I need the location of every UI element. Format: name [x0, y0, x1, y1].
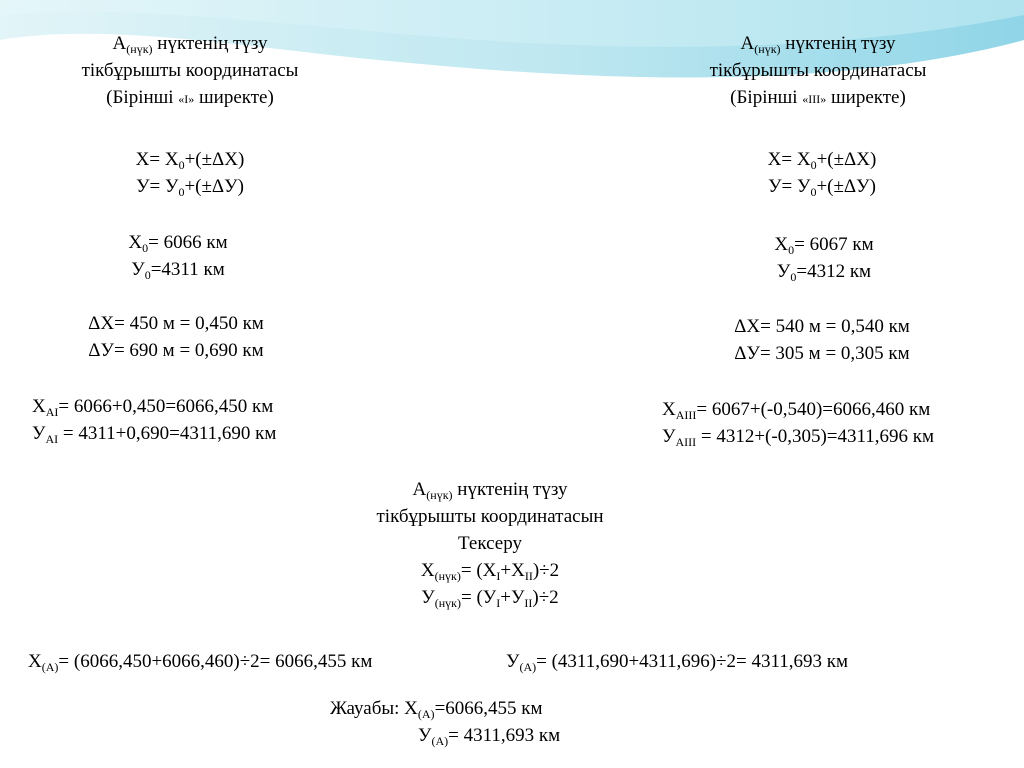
left-deltas [26, 310, 326, 364]
check-title-line3: Тексеру [458, 533, 522, 554]
left-title-line3: (Бірінші «І» ширекте) [106, 87, 274, 108]
right-dy: ΔУ= 305 м = 0,305 км [734, 343, 910, 364]
right-column [668, 30, 968, 113]
left-dy: ΔУ= 690 м = 0,690 км [88, 340, 264, 361]
left-x0: $Х_0= 6066$ км [128, 232, 228, 255]
left-column [40, 30, 340, 113]
right-title-line3: (Бірінші «ІІІ» ширекте) [730, 87, 906, 108]
left-y0: $У_0=4311$ км [131, 259, 225, 282]
right-ya: $У_{АІІІ} = 4312+(-0,305)=4311,696$ км [662, 426, 935, 449]
left-formulas [40, 146, 340, 200]
check-formula-x: $Х_{(нүк)}= (Х_І+Х_{ІІ})\div 2$ [420, 560, 560, 583]
check-title-line2: тікбұрышты координатасын [376, 506, 604, 527]
left-title-line1: $А_{(нүк)}$ нүктенің түзу [112, 33, 268, 56]
left-xa: $Х_{АІ}= 6066+0,450=6066,450$ км [32, 396, 274, 419]
right-formulas [672, 146, 972, 200]
left-formula-y: $У= У_0+(\pm\Delta У)$ [136, 176, 244, 199]
right-deltas [672, 313, 972, 367]
left-formula-x: $Х= Х_0+(\pm\Delta Х)$ [135, 149, 245, 172]
right-x0: $Х_0= 6067$ км [774, 234, 874, 257]
result-y: $У_{(А)}= (4311,690+4311,696)\div 2= 4311,693$ км [506, 651, 848, 674]
left-title-line2: тікбұрышты координатасы [81, 60, 299, 81]
check-section [320, 476, 660, 611]
left-results [32, 393, 276, 447]
answer-line1: Жауабы: $Х_{(А)}=6066,455$ км [330, 698, 543, 721]
check-title-line1: $А_{(нүк)}$ нүктенің түзу [412, 479, 568, 502]
right-dx: ΔХ= 540 м = 0,540 км [734, 316, 910, 337]
answer-line2: $У_{(А)}= 4311,693$ км [418, 725, 561, 748]
left-dx: ΔХ= 450 м = 0,450 км [88, 313, 264, 334]
right-xa: $Х_{АІІІ}= 6067+(-0,540)=6066,460$ км [662, 399, 931, 422]
right-title-line1: $А_{(нүк)}$ нүктенің түзу [740, 33, 896, 56]
right-formula-x: $Х= Х_0+(\pm\Delta Х)$ [767, 149, 877, 172]
check-formula-y: $У_{(нүк)}= (У_І+У_{ІІ})\div 2$ [421, 587, 559, 610]
right-results [662, 396, 934, 450]
right-y0: $У_0=4312$ км [776, 261, 872, 284]
right-title-line2: тікбұрышты координатасы [709, 60, 927, 81]
right-origin [674, 231, 974, 285]
result-x: $Х_{(А)}= (6066,450+6066,460)\div 2= 6066,455$ км [28, 651, 373, 674]
left-ya: $У_{АІ} = 4311+0,690=4311,690$ км [32, 423, 277, 446]
right-formula-y: $У= У_0+(\pm\Delta У)$ [768, 176, 876, 199]
left-origin [28, 229, 328, 283]
